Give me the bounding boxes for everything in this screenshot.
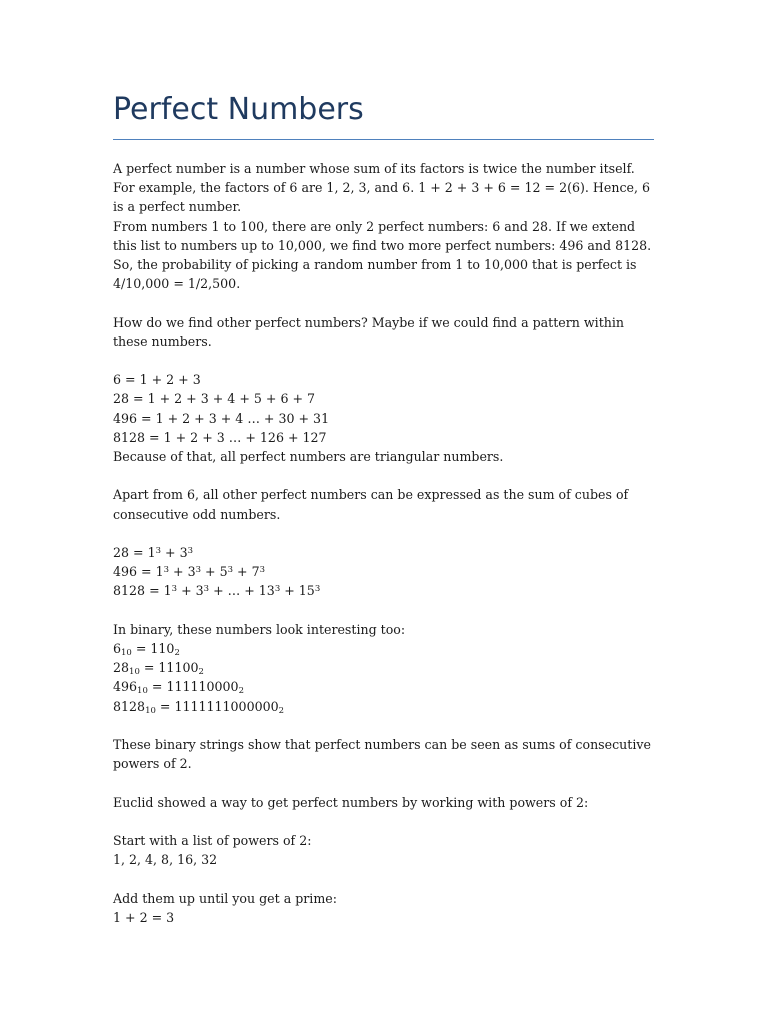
cube-term-separator: + (201, 564, 220, 580)
cube-sum-lhs: 28 (113, 545, 130, 560)
powers-intro: Start with a list of powers of 2: (113, 832, 312, 848)
cube-term-base: 3 (179, 545, 188, 560)
cube-term-base: 5 (219, 564, 228, 580)
binary-line: $6_{10} = 110_2$ (113, 641, 180, 658)
powers-list: 1, 2, 4, 8, 16, 32 (113, 852, 218, 868)
binary-intro: In binary, these numbers look interesting too: (113, 621, 406, 637)
cube-exponent: 3 (203, 584, 210, 595)
decimal-base: 10 (145, 705, 156, 716)
triangular-sum-line: 28 = 1 + 2 + 3 + 4 + 5 + 6 + 7 (113, 391, 316, 407)
binary-line: $496_{10} = 111110000_2$ (113, 679, 244, 697)
decimal-base: 10 (121, 648, 132, 658)
cube-exponent: 3 (187, 546, 194, 556)
binary-base: 2 (238, 686, 244, 697)
paragraph-spacer (113, 351, 658, 370)
cube-term-base: 1 (155, 564, 164, 580)
cube-exponent: 3 (259, 565, 266, 576)
intro-paragraph-1: A perfect number is a number whose sum of its factors is twice the number itself. For example, the factors of 6 are 1, 2, 3, and 6. 1 + 2 + 3 + 6 = 12 = 2(6). Hence, 6 is a perfect number. (113, 161, 650, 215)
cube-term-separator: + (280, 583, 299, 599)
decimal-value: 28 (113, 660, 130, 676)
cubes-intro: Apart from 6, all other perfect numbers can be expressed as the sum of cubes of consecutive odd numbers. (113, 487, 629, 522)
cube-exponent: 3 (195, 565, 202, 576)
decimal-value: 6 (113, 641, 122, 656)
cube-term-base: 15 (298, 583, 315, 599)
cube-term-base: 1 (163, 583, 172, 599)
title-underline (113, 139, 654, 140)
paragraph-spacer (113, 716, 658, 735)
paragraph-spacer (113, 466, 658, 485)
paragraph-spacer (113, 869, 658, 888)
cube-term-base: 3 (187, 564, 196, 580)
intro-paragraph-2: From numbers 1 to 100, there are only 2 perfect numbers: 6 and 28. If we extend this list to numbers up to 10,000, we find two more perfect numbers: 496 and 8128. So, the probability of picking a random number from 1 to 10,000 that is perfect is 4/10,000 = 1/2,500. (113, 218, 652, 292)
cube-exponent: 3 (274, 584, 281, 595)
document-body (113, 159, 658, 927)
euclid-intro: Euclid showed a way to get perfect numbers by working with powers of 2: (113, 794, 589, 810)
prime-example: 1 + 2 = 3 (113, 909, 175, 925)
cube-term-separator: + (161, 545, 180, 560)
paragraph-spacer (113, 293, 658, 312)
binary-value: 11100 (158, 660, 199, 676)
document-title: Perfect Numbers (113, 92, 364, 127)
cube-sum-line: $496 = 1^3 + 3^3 + 5^3 + 7^3$ (113, 564, 266, 580)
cube-term-separator: + (169, 564, 188, 580)
cube-exponent: 3 (314, 584, 321, 595)
binary-base: 2 (278, 705, 285, 716)
binary-base: 2 (174, 648, 180, 658)
decimal-value: 8128 (113, 698, 146, 714)
cube-term-separator: + … + (209, 583, 259, 599)
binary-value: 111110000 (166, 679, 239, 695)
paragraph-spacer (113, 601, 658, 620)
cube-exponent: 3 (155, 546, 162, 556)
paragraph-spacer (113, 524, 658, 543)
triangular-sum-line: 8128 = 1 + 2 + 3 … + 126 + 127 (113, 429, 327, 445)
decimal-base: 10 (129, 667, 140, 678)
cube-sum-lhs: 496 (113, 564, 138, 580)
cube-sum-lhs: 8128 (113, 583, 146, 599)
binary-line: $8128_{10} = 1111111000000_2$ (113, 698, 285, 716)
cube-term-separator: + (177, 583, 196, 599)
cube-exponent: 3 (163, 565, 170, 576)
cube-term-base: 3 (195, 583, 204, 599)
triangular-sum-line: 6 = 1 + 2 + 3 (113, 372, 201, 388)
binary-value: 1111111000000 (174, 698, 279, 714)
paragraph-spacer (113, 773, 658, 792)
binary-conclusion: These binary strings show that perfect numbers can be seen as sums of consecutive powers of 2. (113, 737, 651, 772)
decimal-value: 496 (113, 679, 138, 695)
prime-intro: Add them up until you get a prime: (113, 890, 337, 906)
cube-sum-line: $8128 = 1^3 + 3^3$ + … + $13^3 + 15^3$ (113, 583, 321, 599)
cube-term-base: 1 (147, 545, 156, 560)
cube-exponent: 3 (227, 565, 234, 576)
triangular-sum-line: 496 = 1 + 2 + 3 + 4 … + 30 + 31 (113, 410, 330, 426)
cube-term-base: 13 (258, 583, 275, 599)
cube-exponent: 3 (171, 584, 178, 595)
paragraph-spacer (113, 812, 658, 831)
triangular-conclusion: Because of that, all perfect numbers are triangular numbers. (113, 449, 504, 465)
binary-value: 110 (150, 641, 175, 656)
cube-sum-line: $28 = 1^3 + 3^3$ (113, 545, 194, 560)
cube-term-base: 7 (251, 564, 260, 580)
cube-term-separator: + (233, 564, 252, 580)
binary-base: 2 (198, 667, 204, 678)
decimal-base: 10 (137, 686, 148, 697)
pattern-question: How do we find other perfect numbers? Maybe if we could find a pattern within these numbers. (113, 314, 625, 349)
binary-line: $28_{10} = 11100_2$ (113, 660, 204, 678)
